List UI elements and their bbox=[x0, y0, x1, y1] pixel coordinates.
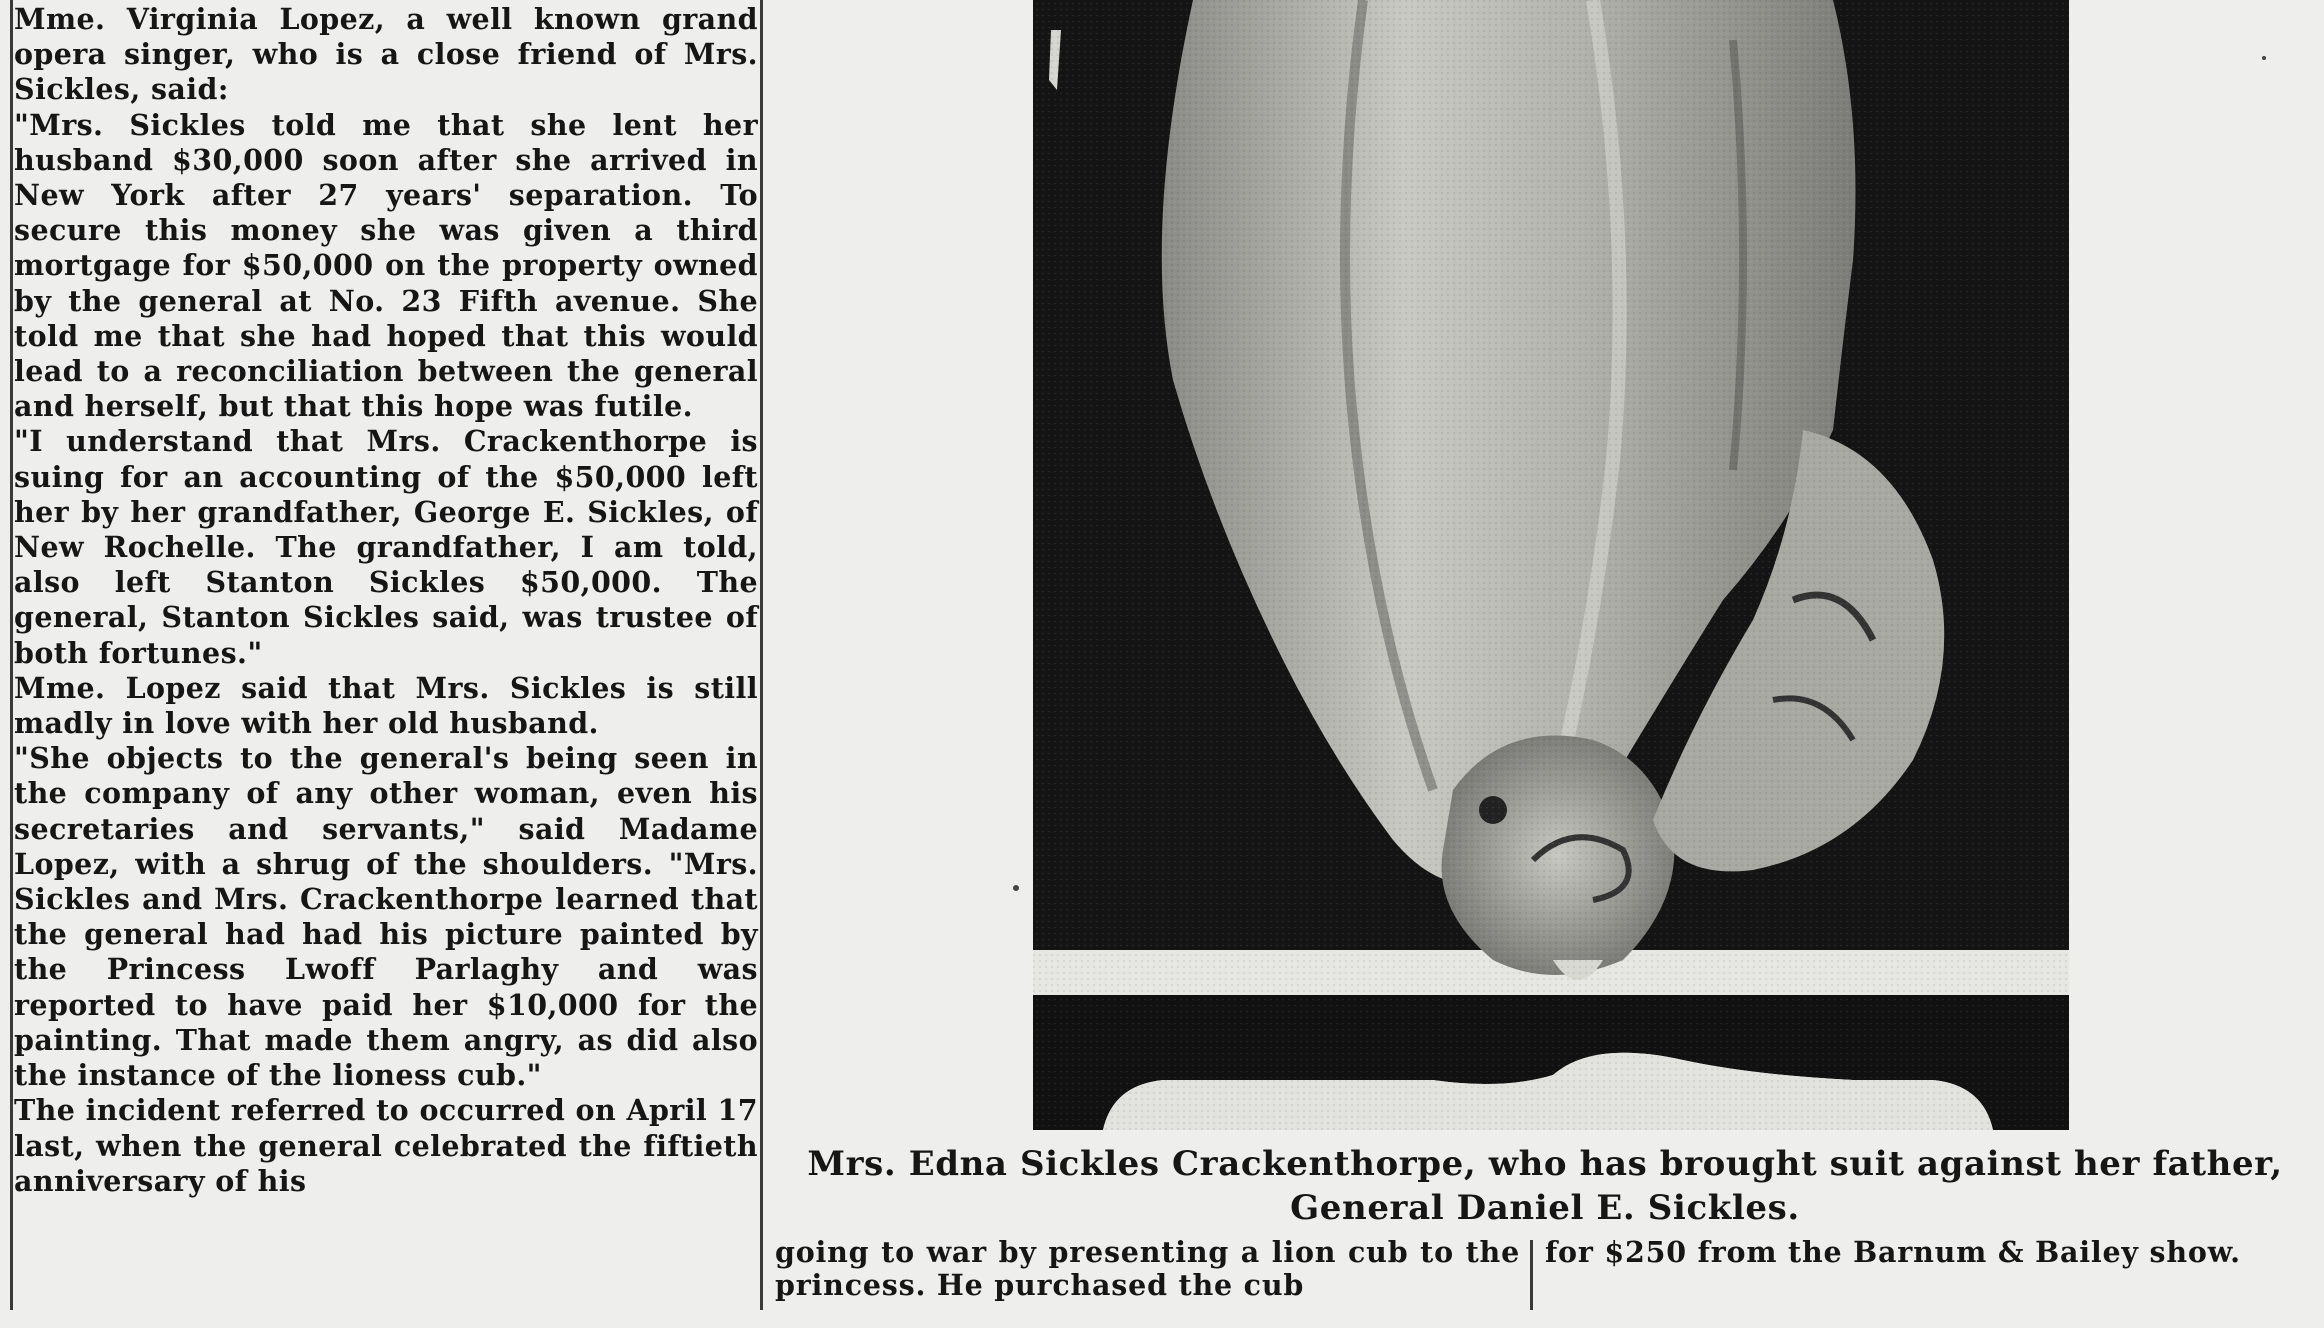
continuation-column: going to war by presenting a lion cub to the princess. He purchased the cub bbox=[775, 1235, 1520, 1302]
portrait-photo bbox=[1033, 0, 2069, 1130]
article-paragraph: "I understand that Mrs. Crackenthorpe is suing for an accounting of the $50,000 left her by her grandfather, George E. Sickles, of New Rochelle. The grandfather, I am told, also left Stanton Sickles $50,000. The general, Stanton Sickles said, was trustee of both fortunes." bbox=[14, 424, 758, 670]
column-rule bbox=[1530, 1240, 1533, 1310]
continuation-column: for $250 from the Barnum & Bailey show. bbox=[1545, 1235, 2241, 1269]
photo-caption: Mrs. Edna Sickles Crackenthorpe, who has brought suit against her father, General Daniel E. Sickles. bbox=[807, 1144, 2283, 1228]
ink-speck bbox=[2262, 56, 2266, 60]
ink-speck bbox=[1013, 885, 1019, 891]
article-column bbox=[14, 0, 758, 1328]
article-paragraph: Mme. Virginia Lopez, a well known grand opera singer, who is a close friend of Mrs. Sickles, said: bbox=[14, 2, 758, 107]
column-rule bbox=[760, 0, 763, 1310]
article-paragraph: The incident referred to occurred on April 17 last, when the general celebrated the fiftieth anniversary of his bbox=[14, 1093, 758, 1198]
article-paragraph: "She objects to the general's being seen in the company of any other woman, even his secretaries and servants," said Madame Lopez, with a shrug of the shoulders. "Mrs. Sickles and Mrs. Crackenthorpe learned that the general had had his picture painted by the Princess Lwoff Parlaghy and was reported to have paid her $10,000 for the painting. That made them angry, as did also the instance of the lioness cub." bbox=[14, 741, 758, 1093]
article-paragraph: "Mrs. Sickles told me that she lent her husband $30,000 soon after she arrived in New York after 27 years' separation. To secure this money she was given a third mortgage for $50,000 on the property owned by the general at No. 23 Fifth avenue. She told me that she had hoped that this would lead to a reconciliation between the general and herself, but that this hope was futile. bbox=[14, 107, 758, 424]
article-paragraph: Mme. Lopez said that Mrs. Sickles is still madly in love with her old husband. bbox=[14, 670, 758, 741]
column-rule bbox=[10, 0, 13, 1310]
